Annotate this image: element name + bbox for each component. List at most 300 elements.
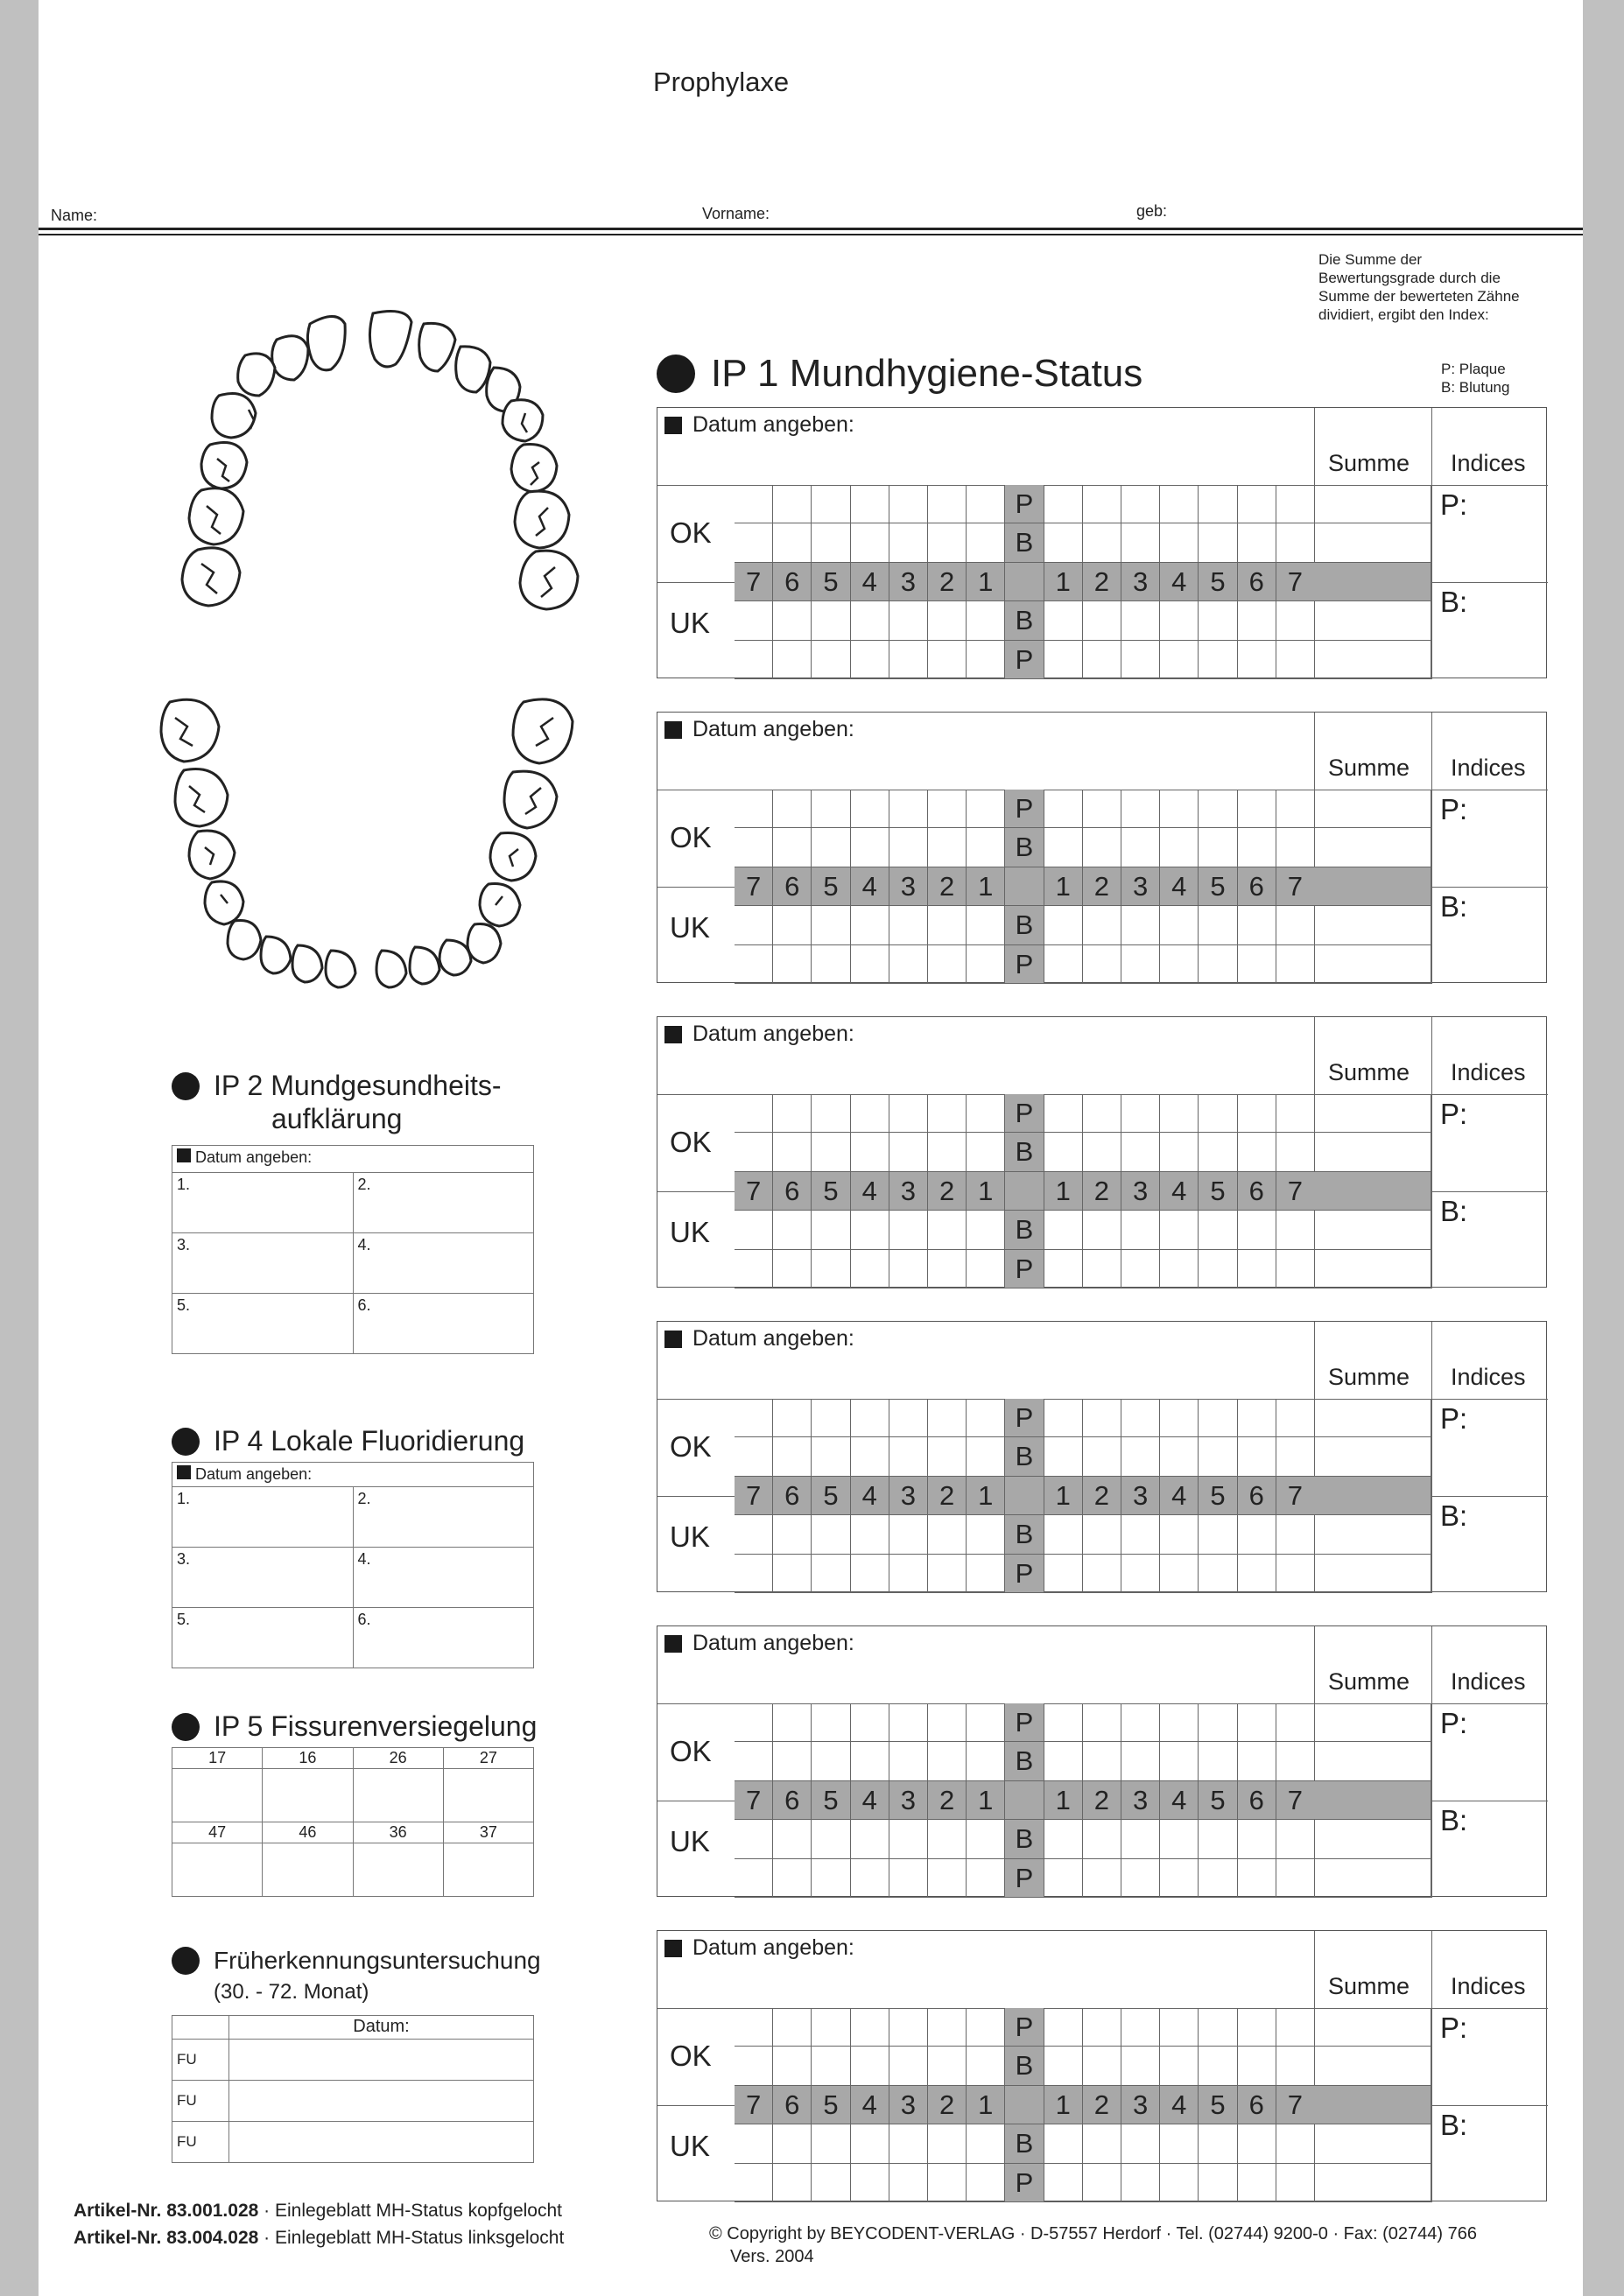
score-cell[interactable] bbox=[1238, 790, 1276, 828]
score-cell[interactable] bbox=[967, 1703, 1005, 1742]
score-cell[interactable] bbox=[889, 1820, 928, 1858]
score-cell[interactable] bbox=[967, 523, 1005, 562]
score-cell[interactable] bbox=[1083, 1742, 1121, 1780]
score-cell[interactable] bbox=[1276, 790, 1315, 828]
datum-field[interactable] bbox=[664, 412, 854, 438]
score-cell[interactable] bbox=[851, 2124, 889, 2163]
score-cell[interactable] bbox=[1121, 1133, 1160, 1171]
score-cell[interactable] bbox=[928, 2047, 967, 2085]
ip5-input-cell[interactable] bbox=[263, 1843, 353, 1897]
ip5-input-cell[interactable] bbox=[443, 1843, 533, 1897]
score-cell[interactable] bbox=[1238, 1399, 1276, 1437]
score-cell[interactable] bbox=[967, 945, 1005, 984]
score-cell[interactable] bbox=[1160, 485, 1199, 523]
score-cell[interactable] bbox=[773, 1742, 812, 1780]
score-cell[interactable] bbox=[1083, 945, 1121, 984]
score-cell[interactable] bbox=[889, 2008, 928, 2047]
score-cell[interactable] bbox=[851, 1555, 889, 1593]
score-cell[interactable] bbox=[812, 523, 850, 562]
score-cell[interactable] bbox=[1121, 2124, 1160, 2163]
summe-cell[interactable] bbox=[1314, 601, 1431, 640]
summe-cell[interactable] bbox=[1314, 828, 1431, 867]
score-cell[interactable] bbox=[735, 828, 773, 867]
score-cell[interactable] bbox=[967, 828, 1005, 867]
summe-cell[interactable] bbox=[1314, 790, 1431, 828]
score-cell[interactable] bbox=[773, 1211, 812, 1249]
score-cell[interactable] bbox=[1199, 601, 1237, 640]
score-cell[interactable] bbox=[1044, 1555, 1083, 1593]
summe-cell[interactable] bbox=[1314, 1094, 1431, 1133]
score-cell[interactable] bbox=[735, 1211, 773, 1249]
score-cell[interactable] bbox=[812, 1703, 850, 1742]
score-cell[interactable] bbox=[773, 790, 812, 828]
score-cell[interactable] bbox=[1238, 1250, 1276, 1288]
score-cell[interactable] bbox=[1044, 2008, 1083, 2047]
fu-date-cell[interactable] bbox=[229, 2122, 534, 2163]
score-cell[interactable] bbox=[1083, 1133, 1121, 1171]
score-cell[interactable] bbox=[773, 1703, 812, 1742]
score-cell[interactable] bbox=[812, 1859, 850, 1898]
score-cell[interactable] bbox=[812, 945, 850, 984]
score-cell[interactable] bbox=[851, 1742, 889, 1780]
score-cell[interactable] bbox=[1044, 1133, 1083, 1171]
score-cell[interactable] bbox=[812, 790, 850, 828]
score-cell[interactable] bbox=[1276, 828, 1315, 867]
score-cell[interactable] bbox=[812, 1742, 850, 1780]
score-cell[interactable] bbox=[1121, 790, 1160, 828]
score-cell[interactable] bbox=[928, 601, 967, 640]
ip2-cell[interactable]: 1. bbox=[172, 1173, 354, 1233]
score-cell[interactable] bbox=[1121, 1742, 1160, 1780]
score-cell[interactable] bbox=[851, 1859, 889, 1898]
summe-cell[interactable] bbox=[1314, 1250, 1431, 1288]
score-cell[interactable] bbox=[851, 1437, 889, 1476]
score-cell[interactable] bbox=[1044, 906, 1083, 944]
score-cell[interactable] bbox=[1044, 1399, 1083, 1437]
score-cell[interactable] bbox=[851, 1515, 889, 1554]
score-cell[interactable] bbox=[1121, 523, 1160, 562]
score-cell[interactable] bbox=[1276, 1703, 1315, 1742]
score-cell[interactable] bbox=[1083, 1703, 1121, 1742]
score-cell[interactable] bbox=[1238, 1211, 1276, 1249]
score-cell[interactable] bbox=[1160, 828, 1199, 867]
score-cell[interactable] bbox=[812, 2008, 850, 2047]
ip4-cell[interactable]: 5. bbox=[172, 1608, 354, 1668]
ip5-input-cell[interactable] bbox=[263, 1769, 353, 1822]
ip4-datum-cell[interactable] bbox=[172, 1463, 534, 1487]
score-cell[interactable] bbox=[1238, 1859, 1276, 1898]
score-cell[interactable] bbox=[735, 1859, 773, 1898]
score-cell[interactable] bbox=[1044, 641, 1083, 679]
score-cell[interactable] bbox=[812, 2124, 850, 2163]
score-cell[interactable] bbox=[1160, 945, 1199, 984]
ip5-input-cell[interactable] bbox=[443, 1769, 533, 1822]
score-cell[interactable] bbox=[1083, 1094, 1121, 1133]
score-cell[interactable] bbox=[928, 1250, 967, 1288]
score-cell[interactable] bbox=[1121, 1094, 1160, 1133]
ip4-cell[interactable]: 2. bbox=[353, 1487, 534, 1548]
score-cell[interactable] bbox=[773, 2164, 812, 2202]
score-cell[interactable] bbox=[1121, 1820, 1160, 1858]
score-cell[interactable] bbox=[967, 601, 1005, 640]
score-cell[interactable] bbox=[1044, 1742, 1083, 1780]
score-cell[interactable] bbox=[1276, 1859, 1315, 1898]
score-cell[interactable] bbox=[1238, 1094, 1276, 1133]
score-cell[interactable] bbox=[1121, 1859, 1160, 1898]
score-cell[interactable] bbox=[928, 1859, 967, 1898]
score-cell[interactable] bbox=[735, 790, 773, 828]
score-cell[interactable] bbox=[1121, 1437, 1160, 1476]
score-cell[interactable] bbox=[1160, 1133, 1199, 1171]
score-cell[interactable] bbox=[1160, 1250, 1199, 1288]
summe-cell[interactable] bbox=[1314, 2008, 1431, 2047]
score-cell[interactable] bbox=[812, 906, 850, 944]
score-cell[interactable] bbox=[812, 2164, 850, 2202]
score-cell[interactable] bbox=[1160, 1211, 1199, 1249]
score-cell[interactable] bbox=[851, 828, 889, 867]
score-cell[interactable] bbox=[967, 1399, 1005, 1437]
score-cell[interactable] bbox=[967, 2164, 1005, 2202]
score-cell[interactable] bbox=[1160, 1515, 1199, 1554]
score-cell[interactable] bbox=[773, 601, 812, 640]
score-cell[interactable] bbox=[735, 1515, 773, 1554]
score-cell[interactable] bbox=[889, 641, 928, 679]
score-cell[interactable] bbox=[1160, 601, 1199, 640]
score-cell[interactable] bbox=[928, 906, 967, 944]
score-cell[interactable] bbox=[773, 1133, 812, 1171]
score-cell[interactable] bbox=[928, 485, 967, 523]
score-cell[interactable] bbox=[1083, 641, 1121, 679]
score-cell[interactable] bbox=[1238, 2124, 1276, 2163]
summe-cell[interactable] bbox=[1314, 1703, 1431, 1742]
score-cell[interactable] bbox=[1160, 523, 1199, 562]
score-cell[interactable] bbox=[1083, 1211, 1121, 1249]
score-cell[interactable] bbox=[928, 1742, 967, 1780]
score-cell[interactable] bbox=[1083, 828, 1121, 867]
score-cell[interactable] bbox=[1083, 485, 1121, 523]
score-cell[interactable] bbox=[967, 1859, 1005, 1898]
score-cell[interactable] bbox=[928, 790, 967, 828]
score-cell[interactable] bbox=[889, 828, 928, 867]
score-cell[interactable] bbox=[1199, 2008, 1237, 2047]
score-cell[interactable] bbox=[1199, 1859, 1237, 1898]
score-cell[interactable] bbox=[928, 1399, 967, 1437]
score-cell[interactable] bbox=[889, 1211, 928, 1249]
score-cell[interactable] bbox=[812, 1133, 850, 1171]
score-cell[interactable] bbox=[1083, 2008, 1121, 2047]
score-cell[interactable] bbox=[1083, 1820, 1121, 1858]
score-cell[interactable] bbox=[928, 1555, 967, 1593]
score-cell[interactable] bbox=[1199, 2164, 1237, 2202]
score-cell[interactable] bbox=[1199, 641, 1237, 679]
score-cell[interactable] bbox=[967, 1094, 1005, 1133]
summe-cell[interactable] bbox=[1314, 641, 1431, 679]
score-cell[interactable] bbox=[889, 1094, 928, 1133]
score-cell[interactable] bbox=[1121, 906, 1160, 944]
score-cell[interactable] bbox=[889, 2164, 928, 2202]
score-cell[interactable] bbox=[1160, 2124, 1199, 2163]
score-cell[interactable] bbox=[773, 1437, 812, 1476]
score-cell[interactable] bbox=[967, 1437, 1005, 1476]
score-cell[interactable] bbox=[928, 2164, 967, 2202]
score-cell[interactable] bbox=[773, 1250, 812, 1288]
ip4-cell[interactable]: 4. bbox=[353, 1548, 534, 1608]
score-cell[interactable] bbox=[851, 1820, 889, 1858]
score-cell[interactable] bbox=[1276, 1399, 1315, 1437]
score-cell[interactable] bbox=[967, 2047, 1005, 2085]
score-cell[interactable] bbox=[1276, 1820, 1315, 1858]
score-cell[interactable] bbox=[1160, 790, 1199, 828]
score-cell[interactable] bbox=[1121, 945, 1160, 984]
score-cell[interactable] bbox=[967, 790, 1005, 828]
score-cell[interactable] bbox=[1199, 485, 1237, 523]
score-cell[interactable] bbox=[773, 906, 812, 944]
score-cell[interactable] bbox=[1044, 1437, 1083, 1476]
datum-field[interactable] bbox=[664, 1935, 854, 1961]
ip2-cell[interactable]: 5. bbox=[172, 1294, 354, 1354]
score-cell[interactable] bbox=[1276, 601, 1315, 640]
score-cell[interactable] bbox=[889, 1742, 928, 1780]
score-cell[interactable] bbox=[1276, 1094, 1315, 1133]
summe-cell[interactable] bbox=[1314, 1859, 1431, 1898]
score-cell[interactable] bbox=[1276, 2047, 1315, 2085]
score-cell[interactable] bbox=[773, 2008, 812, 2047]
score-cell[interactable] bbox=[735, 1133, 773, 1171]
score-cell[interactable] bbox=[851, 2164, 889, 2202]
score-cell[interactable] bbox=[812, 1250, 850, 1288]
score-cell[interactable] bbox=[889, 1399, 928, 1437]
score-cell[interactable] bbox=[735, 1094, 773, 1133]
score-cell[interactable] bbox=[1238, 641, 1276, 679]
score-cell[interactable] bbox=[889, 1515, 928, 1554]
score-cell[interactable] bbox=[1276, 1515, 1315, 1554]
score-cell[interactable] bbox=[735, 523, 773, 562]
score-cell[interactable] bbox=[1121, 1399, 1160, 1437]
score-cell[interactable] bbox=[1160, 1820, 1199, 1858]
score-cell[interactable] bbox=[1083, 1399, 1121, 1437]
score-cell[interactable] bbox=[1083, 1515, 1121, 1554]
score-cell[interactable] bbox=[928, 1211, 967, 1249]
score-cell[interactable] bbox=[1199, 790, 1237, 828]
summe-cell[interactable] bbox=[1314, 1399, 1431, 1437]
score-cell[interactable] bbox=[735, 641, 773, 679]
score-cell[interactable] bbox=[1160, 1703, 1199, 1742]
score-cell[interactable] bbox=[735, 945, 773, 984]
score-cell[interactable] bbox=[1276, 1211, 1315, 1249]
score-cell[interactable] bbox=[928, 2008, 967, 2047]
score-cell[interactable] bbox=[1238, 485, 1276, 523]
score-cell[interactable] bbox=[1083, 790, 1121, 828]
score-cell[interactable] bbox=[1276, 945, 1315, 984]
score-cell[interactable] bbox=[1121, 1703, 1160, 1742]
score-cell[interactable] bbox=[851, 1399, 889, 1437]
score-cell[interactable] bbox=[1276, 485, 1315, 523]
score-cell[interactable] bbox=[1160, 1094, 1199, 1133]
score-cell[interactable] bbox=[1044, 601, 1083, 640]
score-cell[interactable] bbox=[889, 906, 928, 944]
score-cell[interactable] bbox=[1238, 1820, 1276, 1858]
score-cell[interactable] bbox=[812, 485, 850, 523]
score-cell[interactable] bbox=[889, 790, 928, 828]
ip5-input-cell[interactable] bbox=[172, 1843, 263, 1897]
score-cell[interactable] bbox=[1199, 1211, 1237, 1249]
score-cell[interactable] bbox=[735, 1399, 773, 1437]
score-cell[interactable] bbox=[851, 2008, 889, 2047]
score-cell[interactable] bbox=[1083, 523, 1121, 562]
score-cell[interactable] bbox=[1199, 523, 1237, 562]
summe-cell[interactable] bbox=[1314, 1437, 1431, 1476]
score-cell[interactable] bbox=[967, 1250, 1005, 1288]
score-cell[interactable] bbox=[773, 1515, 812, 1554]
score-cell[interactable] bbox=[851, 485, 889, 523]
score-cell[interactable] bbox=[1276, 2124, 1315, 2163]
score-cell[interactable] bbox=[889, 945, 928, 984]
score-cell[interactable] bbox=[1238, 945, 1276, 984]
datum-field[interactable] bbox=[664, 1326, 854, 1352]
score-cell[interactable] bbox=[928, 828, 967, 867]
score-cell[interactable] bbox=[889, 2047, 928, 2085]
score-cell[interactable] bbox=[851, 2047, 889, 2085]
score-cell[interactable] bbox=[1238, 1515, 1276, 1554]
ip2-cell[interactable]: 4. bbox=[353, 1233, 534, 1294]
score-cell[interactable] bbox=[1160, 641, 1199, 679]
summe-cell[interactable] bbox=[1314, 1211, 1431, 1249]
score-cell[interactable] bbox=[928, 1515, 967, 1554]
score-cell[interactable] bbox=[773, 1094, 812, 1133]
score-cell[interactable] bbox=[735, 2047, 773, 2085]
score-cell[interactable] bbox=[773, 1399, 812, 1437]
datum-field[interactable] bbox=[664, 1022, 854, 1047]
score-cell[interactable] bbox=[1083, 601, 1121, 640]
score-cell[interactable] bbox=[812, 1515, 850, 1554]
score-cell[interactable] bbox=[1083, 1555, 1121, 1593]
score-cell[interactable] bbox=[1121, 601, 1160, 640]
score-cell[interactable] bbox=[773, 1820, 812, 1858]
score-cell[interactable] bbox=[773, 641, 812, 679]
score-cell[interactable] bbox=[1044, 1094, 1083, 1133]
score-cell[interactable] bbox=[773, 945, 812, 984]
datum-field[interactable] bbox=[664, 1631, 854, 1656]
score-cell[interactable] bbox=[1238, 1555, 1276, 1593]
score-cell[interactable] bbox=[1199, 1437, 1237, 1476]
score-cell[interactable] bbox=[1238, 1703, 1276, 1742]
score-cell[interactable] bbox=[967, 641, 1005, 679]
score-cell[interactable] bbox=[1160, 1437, 1199, 1476]
summe-cell[interactable] bbox=[1314, 2047, 1431, 2085]
score-cell[interactable] bbox=[773, 1859, 812, 1898]
summe-cell[interactable] bbox=[1314, 1133, 1431, 1171]
score-cell[interactable] bbox=[1276, 1250, 1315, 1288]
score-cell[interactable] bbox=[1044, 1703, 1083, 1742]
score-cell[interactable] bbox=[928, 1094, 967, 1133]
score-cell[interactable] bbox=[1199, 2047, 1237, 2085]
score-cell[interactable] bbox=[889, 523, 928, 562]
score-cell[interactable] bbox=[851, 1133, 889, 1171]
score-cell[interactable] bbox=[1199, 906, 1237, 944]
score-cell[interactable] bbox=[967, 1742, 1005, 1780]
ip2-cell[interactable]: 6. bbox=[353, 1294, 534, 1354]
score-cell[interactable] bbox=[851, 601, 889, 640]
ip4-cell[interactable]: 1. bbox=[172, 1487, 354, 1548]
score-cell[interactable] bbox=[812, 1399, 850, 1437]
summe-cell[interactable] bbox=[1314, 523, 1431, 562]
score-cell[interactable] bbox=[1044, 945, 1083, 984]
score-cell[interactable] bbox=[735, 2008, 773, 2047]
score-cell[interactable] bbox=[1199, 1820, 1237, 1858]
score-cell[interactable] bbox=[1199, 2124, 1237, 2163]
score-cell[interactable] bbox=[1044, 2047, 1083, 2085]
score-cell[interactable] bbox=[1160, 2164, 1199, 2202]
score-cell[interactable] bbox=[1044, 2124, 1083, 2163]
score-cell[interactable] bbox=[851, 790, 889, 828]
score-cell[interactable] bbox=[1276, 1742, 1315, 1780]
score-cell[interactable] bbox=[1121, 2008, 1160, 2047]
fu-date-cell[interactable] bbox=[229, 2040, 534, 2081]
score-cell[interactable] bbox=[773, 828, 812, 867]
score-cell[interactable] bbox=[1083, 2124, 1121, 2163]
ip2-datum-cell[interactable] bbox=[172, 1146, 534, 1173]
score-cell[interactable] bbox=[851, 1094, 889, 1133]
score-cell[interactable] bbox=[851, 641, 889, 679]
summe-cell[interactable] bbox=[1314, 1515, 1431, 1554]
ip5-input-cell[interactable] bbox=[172, 1769, 263, 1822]
score-cell[interactable] bbox=[1121, 828, 1160, 867]
score-cell[interactable] bbox=[889, 1703, 928, 1742]
summe-cell[interactable] bbox=[1314, 2164, 1431, 2202]
score-cell[interactable] bbox=[735, 1742, 773, 1780]
score-cell[interactable] bbox=[928, 1703, 967, 1742]
score-cell[interactable] bbox=[1044, 485, 1083, 523]
score-cell[interactable] bbox=[773, 523, 812, 562]
summe-cell[interactable] bbox=[1314, 1820, 1431, 1858]
score-cell[interactable] bbox=[1238, 906, 1276, 944]
summe-cell[interactable] bbox=[1314, 1555, 1431, 1593]
score-cell[interactable] bbox=[1044, 1820, 1083, 1858]
score-cell[interactable] bbox=[1121, 1250, 1160, 1288]
score-cell[interactable] bbox=[1044, 1250, 1083, 1288]
score-cell[interactable] bbox=[1160, 1742, 1199, 1780]
score-cell[interactable] bbox=[967, 906, 1005, 944]
score-cell[interactable] bbox=[967, 1133, 1005, 1171]
score-cell[interactable] bbox=[1160, 906, 1199, 944]
score-cell[interactable] bbox=[735, 1437, 773, 1476]
score-cell[interactable] bbox=[1044, 1859, 1083, 1898]
score-cell[interactable] bbox=[1199, 1555, 1237, 1593]
score-cell[interactable] bbox=[889, 1859, 928, 1898]
score-cell[interactable] bbox=[1044, 790, 1083, 828]
score-cell[interactable] bbox=[735, 601, 773, 640]
score-cell[interactable] bbox=[1276, 523, 1315, 562]
score-cell[interactable] bbox=[1044, 1211, 1083, 1249]
summe-cell[interactable] bbox=[1314, 945, 1431, 984]
score-cell[interactable] bbox=[773, 2124, 812, 2163]
score-cell[interactable] bbox=[967, 2124, 1005, 2163]
score-cell[interactable] bbox=[1044, 1515, 1083, 1554]
score-cell[interactable] bbox=[928, 1820, 967, 1858]
score-cell[interactable] bbox=[735, 2164, 773, 2202]
score-cell[interactable] bbox=[889, 1250, 928, 1288]
summe-cell[interactable] bbox=[1314, 2124, 1431, 2163]
score-cell[interactable] bbox=[1121, 2164, 1160, 2202]
score-cell[interactable] bbox=[1083, 1859, 1121, 1898]
score-cell[interactable] bbox=[1199, 1133, 1237, 1171]
score-cell[interactable] bbox=[1199, 1515, 1237, 1554]
summe-cell[interactable] bbox=[1314, 1742, 1431, 1780]
score-cell[interactable] bbox=[1044, 2164, 1083, 2202]
score-cell[interactable] bbox=[812, 1094, 850, 1133]
score-cell[interactable] bbox=[851, 945, 889, 984]
score-cell[interactable] bbox=[773, 1555, 812, 1593]
